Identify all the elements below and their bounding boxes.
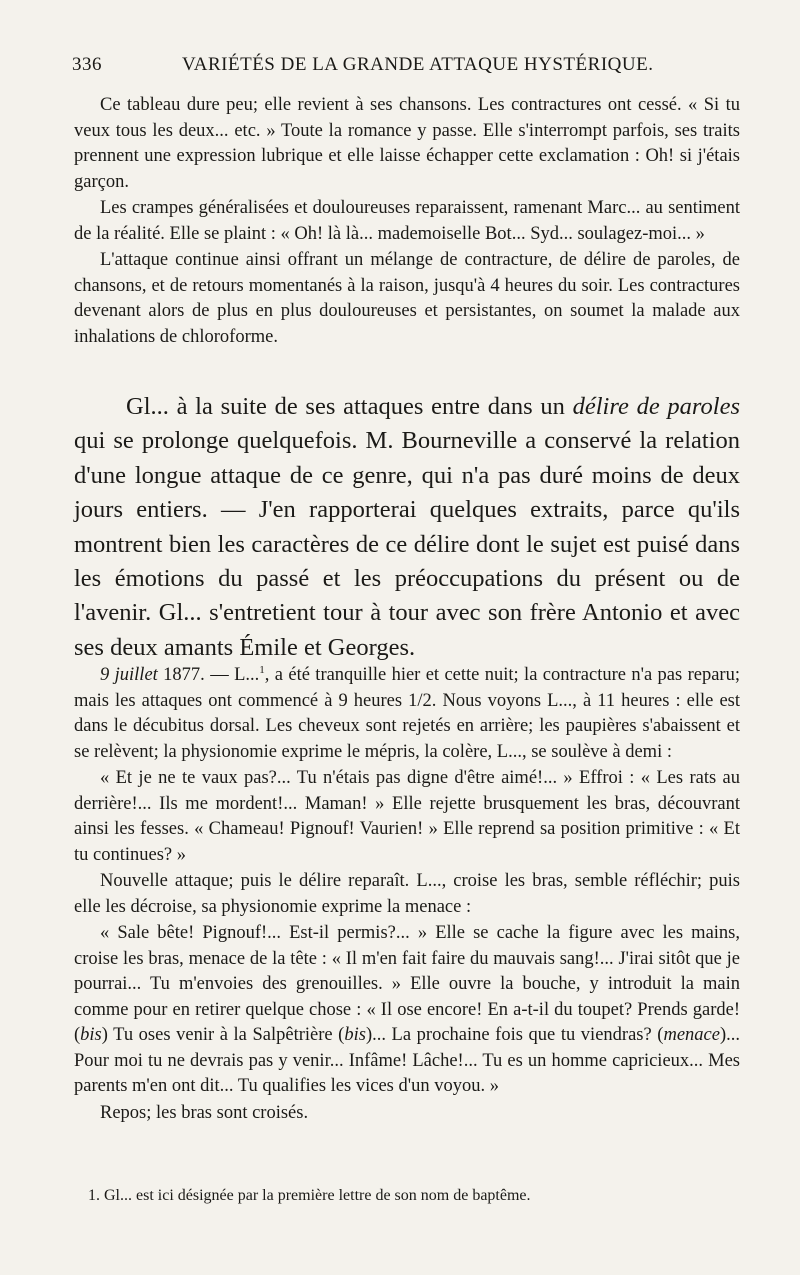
paragraph: Nouvelle attaque; puis le délire reparaît. L..., croise les bras, semble réfléchir; puis elle les décroise, sa physionomie exprime la menace : bbox=[74, 871, 740, 917]
paragraph: Gl... à la suite de ses attaques entre dans un délire de paroles qui se prolonge quelquefois. M. Bourneville a conservé la relation d'une longue attaque de ce genre, qui n'a pas duré moins de deux jours entiers. — J'en rapporterai quelques extraits, parce qu'ils montrent bien les caractères de ce délire dont le sujet est puisé dans les émotions du passé et les préoccupations du présent ou de l'avenir. Gl... s'entretient tour à tour avec son frère Antonio et avec ses deux amants Émile et Georges. bbox=[74, 393, 740, 661]
observation-text-2 bbox=[74, 663, 740, 1126]
page-header bbox=[72, 54, 752, 82]
footnote-ref: 1 bbox=[259, 664, 265, 676]
paragraph: Ce tableau dure peu; elle revient à ses chansons. Les contractures ont cessé. « Si tu veux tous les deux... etc. » Toute la romance y passe. Elle s'interrompt parfois, ses traits prennent une expression lubrique et elle laisse échapper cette exclamation : Oh! si j'étais garçon. bbox=[74, 95, 740, 192]
paragraph: Repos; les bras sont croisés. bbox=[100, 1102, 309, 1123]
observation-text-1 bbox=[74, 93, 740, 350]
date: 9 juillet bbox=[100, 665, 158, 685]
paragraph: L'attaque continue ainsi offrant un mélange de contracture, de délire de paroles, de chansons, et de retours momentanés à la raison, jusqu'à 4 heures du soir. Les contractures devenant alors de plus en plus douloureuses et persistantes, on soumet la malade aux inhalations de chloroforme. bbox=[74, 250, 740, 347]
paragraph: Les crampes généralisées et douloureuses reparaissent, ramenant Marc... au sentiment de la réalité. Elle se plaint : « Oh! là là... mademoiselle Bot... Syd... soulagez-moi... » bbox=[74, 198, 740, 244]
paragraph: « Et je ne te vaux pas?... Tu n'étais pas digne d'être aimé!... » Effroi : « Les rats au derrière!... Ils me mordent!... Maman! » Elle rejette brusquement les bras, découvrant ainsi les fesses. « Chameau! Pignouf! Vaurien! » Elle reprend sa position primitive : « Et tu continues? » bbox=[74, 768, 740, 865]
main-text bbox=[74, 390, 740, 665]
paragraph: « Sale bête! Pignouf!... Est-il permis?... » Elle se cache la figure avec les mains, croise les bras, menace de la tête : « Il m'en fait faire du mauvais sang!... J'irai sitôt que je pourrai... Tu m'envoies des grenouilles. » Elle ouvre la bouche, y introduit la main comme pour en retirer quelque chose : « Il ose encore! En a-t-il du toupet? Prends garde! (bis) Tu oses venir à la Salpêtrière (bis)... La prochaine fois que tu viendras? (menace)... Pour moi tu ne devrais pas y venir... Infâme! Lâche!... Tu es un homme capricieux... Mes parents m'en ont dit... Tu qualifies les vices d'un voyou. » bbox=[74, 923, 740, 1096]
footnote: 1. Gl... est ici désignée par la première lettre de son nom de baptême. bbox=[88, 1187, 531, 1204]
paragraph: 9 juillet 1877. — L...$^1$, a été tranquille hier et cette nuit; la contracture n'a pas reparu; mais les attaques ont commencé à 9 heures 1/2. Nous voyons L..., à 11 heures : elle est dans le décubitus dorsal. Les cheveux sont rejetés en arrière; les paupières s'abaissent et se relèvent; la physionomie exprime le mépris, la colère, L..., se soulève à demi : bbox=[74, 664, 740, 762]
emphasis: délire de paroles bbox=[572, 393, 740, 420]
running-title: VARIÉTÉS DE LA GRANDE ATTAQUE HYSTÉRIQUE. bbox=[182, 54, 654, 75]
page-number: 336 bbox=[72, 54, 102, 75]
